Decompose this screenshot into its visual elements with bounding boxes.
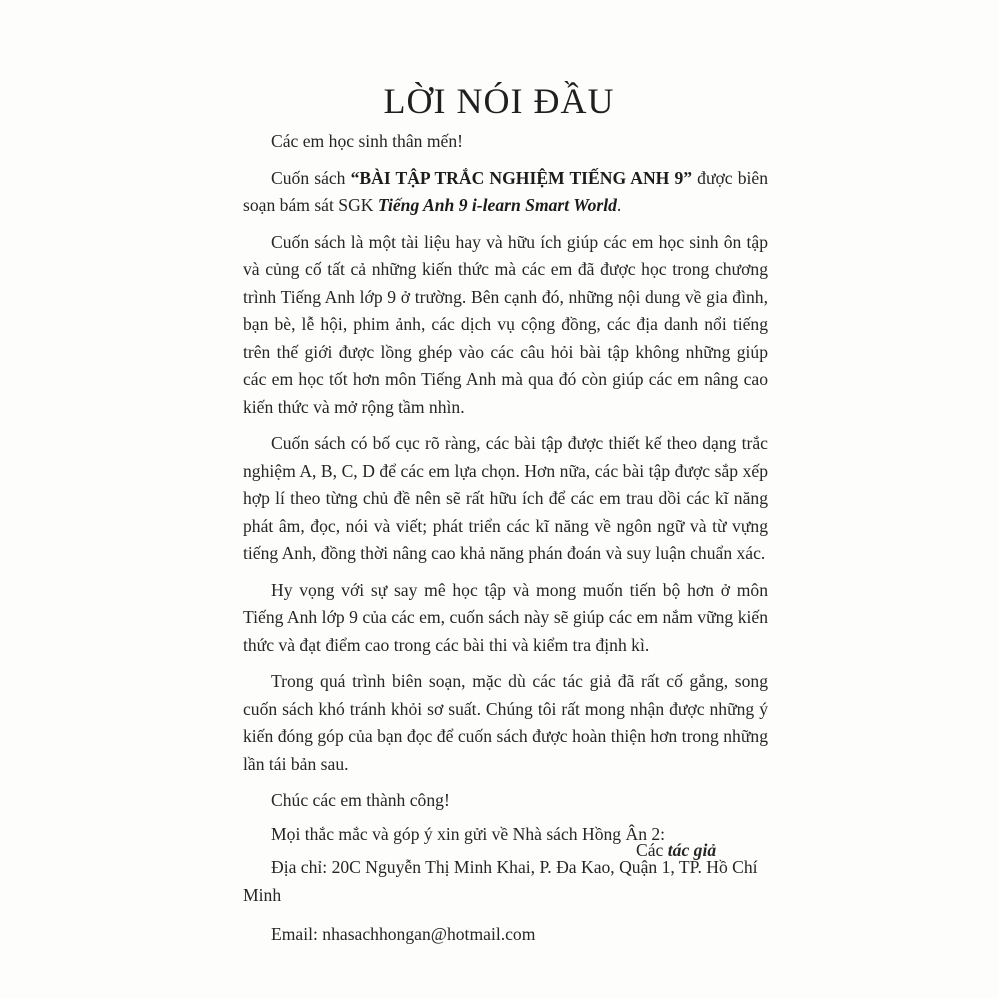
intro-text-1: Cuốn sách (271, 167, 351, 188)
signature (636, 840, 716, 861)
greeting: Các em học sinh thân mến! (271, 131, 464, 151)
paragraph-purpose: Cuốn sách là một tài liệu hay và hữu ích giúp các em học sinh ôn tập và củng cố tất cả những kiến thức mà các em đã được học trong chương trình Tiếng Anh lớp 9 ở trường. Bên cạnh đó, những nội dung về gia đình, bạn bè, lễ hội, phim ảnh, các dịch vụ cộng đồng, các địa danh nổi tiếng trên thế giới được lồng ghép vào các câu hỏi bài tập không những giúp các em học tốt hơn môn Tiếng Anh mà qua đó còn giúp các em nâng cao kiến thức và mở rộng tầm nhìn. (243, 231, 768, 417)
book-title: “BÀI TẬP TRẮC NGHIỆM TIẾNG ANH 9” (350, 167, 693, 188)
intro-text-2: được biên soạn bám sát SGK (243, 167, 769, 215)
email-line: Email: nhasachhongan@hotmail.com (271, 924, 536, 944)
preface-body (243, 128, 768, 958)
paragraph-feedback: Trong quá trình biên soạn, mặc dù các tác giả đã rất cố gắng, song cuốn sách khó tránh khỏi sơ suất. Chúng tôi rất mong nhận được những ý kiến đóng góp của bạn đọc để cuốn sách được hoàn thiện hơn trong những lần tái bản sau. (243, 671, 768, 774)
intro-paragraph (243, 165, 768, 220)
closing-line: Chúc các em thành công! (271, 790, 450, 810)
paragraph-hope: Hy vọng với sự say mê học tập và mong muốn tiến bộ hơn ở môn Tiếng Anh lớp 9 của các em, cuốn sách này sẽ giúp các em nắm vững kiến thức và đạt điểm cao trong các bài thi và kiểm tra định kì. (243, 579, 768, 655)
intro-text-3: . (616, 195, 622, 215)
page-title: LỜI NÓI ĐẦU (383, 81, 615, 122)
signature-prefix: Các (636, 840, 668, 860)
contact-intro: Mọi thắc mắc và góp ý xin gửi về Nhà sách Hồng Ân 2: (271, 823, 666, 844)
paragraph-structure: Cuốn sách có bố cục rõ ràng, các bài tập được thiết kế theo dạng trắc nghiệm A, B, C, D để các em lựa chọn. Hơn nữa, các bài tập được sắp xếp hợp lí theo từng chủ đề nên sẽ rất hữu ích để các em trau dồi các kĩ năng phát âm, đọc, nói và viết; phát triển các kĩ năng về ngôn ngữ và từ vựng tiếng Anh, đồng thời nâng cao khả năng phán đoán và suy luận chuẩn xác. (243, 433, 768, 563)
textbook-title: Tiếng Anh 9 i-learn Smart World (377, 195, 617, 215)
signature-authors: tác giả (667, 840, 717, 860)
address-line: Địa chỉ: 20C Nguyễn Thị Minh Khai, P. Đa Kao, Quận 1, TP. Hồ Chí Minh (243, 857, 758, 905)
